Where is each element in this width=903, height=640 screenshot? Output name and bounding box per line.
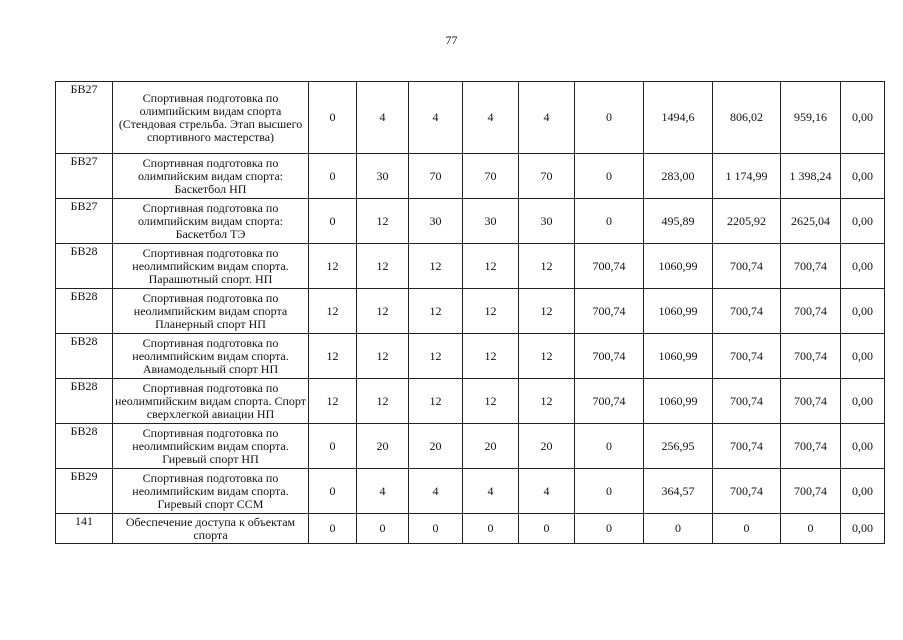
row-value-9: 1 398,24 xyxy=(781,154,841,199)
row-value-5: 12 xyxy=(519,379,575,424)
row-value-3: 30 xyxy=(409,199,463,244)
row-code: БВ28 xyxy=(56,379,113,424)
row-value-9: 700,74 xyxy=(781,289,841,334)
table-row xyxy=(56,379,885,424)
table-row xyxy=(56,514,885,544)
row-name: Спортивная подготовка по олимпийским видам спорта: Баскетбол НП xyxy=(113,154,309,199)
row-value-7: 1060,99 xyxy=(644,289,713,334)
row-value-6: 0 xyxy=(575,424,644,469)
row-value-2: 12 xyxy=(357,379,409,424)
row-value-2: 4 xyxy=(357,82,409,154)
row-value-2: 12 xyxy=(357,334,409,379)
row-value-5: 4 xyxy=(519,82,575,154)
row-code: БВ28 xyxy=(56,334,113,379)
row-name: Спортивная подготовка по неолимпийским видам спорта. Парашютный спорт. НП xyxy=(113,244,309,289)
row-value-9: 700,74 xyxy=(781,244,841,289)
row-value-9: 959,16 xyxy=(781,82,841,154)
row-value-1: 12 xyxy=(309,289,357,334)
row-value-3: 4 xyxy=(409,469,463,514)
row-value-5: 20 xyxy=(519,424,575,469)
row-value-8: 700,74 xyxy=(713,424,781,469)
row-value-7: 1060,99 xyxy=(644,334,713,379)
row-value-2: 30 xyxy=(357,154,409,199)
row-value-4: 12 xyxy=(463,244,519,289)
row-value-5: 12 xyxy=(519,334,575,379)
row-value-5: 12 xyxy=(519,244,575,289)
row-value-10: 0,00 xyxy=(841,289,885,334)
row-name: Спортивная подготовка по неолимпийским видам спорта. Гиревый спорт НП xyxy=(113,424,309,469)
row-value-1: 0 xyxy=(309,514,357,544)
table-row xyxy=(56,154,885,199)
table-row xyxy=(56,289,885,334)
row-value-10: 0,00 xyxy=(841,514,885,544)
row-value-6: 0 xyxy=(575,469,644,514)
row-value-1: 0 xyxy=(309,82,357,154)
row-value-6: 0 xyxy=(575,199,644,244)
row-value-3: 4 xyxy=(409,82,463,154)
row-value-1: 0 xyxy=(309,424,357,469)
row-value-9: 700,74 xyxy=(781,334,841,379)
row-value-6: 700,74 xyxy=(575,334,644,379)
row-value-1: 0 xyxy=(309,469,357,514)
row-value-10: 0,00 xyxy=(841,82,885,154)
row-value-7: 0 xyxy=(644,514,713,544)
row-value-2: 12 xyxy=(357,289,409,334)
row-value-10: 0,00 xyxy=(841,379,885,424)
row-value-9: 700,74 xyxy=(781,379,841,424)
row-value-8: 700,74 xyxy=(713,469,781,514)
row-code: БВ28 xyxy=(56,424,113,469)
row-value-9: 700,74 xyxy=(781,469,841,514)
row-value-5: 4 xyxy=(519,469,575,514)
row-value-2: 20 xyxy=(357,424,409,469)
row-value-1: 12 xyxy=(309,244,357,289)
table-row xyxy=(56,334,885,379)
table-row xyxy=(56,469,885,514)
row-value-4: 30 xyxy=(463,199,519,244)
row-name: Спортивная подготовка по неолимпийским видам спорта. Спорт сверхлегкой авиации НП xyxy=(113,379,309,424)
row-value-6: 700,74 xyxy=(575,244,644,289)
row-value-4: 12 xyxy=(463,379,519,424)
row-code: БВ27 xyxy=(56,199,113,244)
row-value-6: 0 xyxy=(575,82,644,154)
row-name: Спортивная подготовка по неолимпийским видам спорта. Авиамодельный спорт НП xyxy=(113,334,309,379)
row-value-5: 70 xyxy=(519,154,575,199)
row-value-4: 70 xyxy=(463,154,519,199)
row-value-10: 0,00 xyxy=(841,469,885,514)
row-value-10: 0,00 xyxy=(841,244,885,289)
row-value-9: 0 xyxy=(781,514,841,544)
row-value-9: 2625,04 xyxy=(781,199,841,244)
row-value-6: 700,74 xyxy=(575,289,644,334)
table-row xyxy=(56,199,885,244)
row-value-6: 0 xyxy=(575,514,644,544)
data-table xyxy=(55,81,885,544)
row-value-5: 0 xyxy=(519,514,575,544)
row-value-7: 364,57 xyxy=(644,469,713,514)
row-name: Обеспечение доступа к объектам спорта xyxy=(113,514,309,544)
row-value-4: 4 xyxy=(463,469,519,514)
row-value-8: 700,74 xyxy=(713,244,781,289)
row-value-4: 4 xyxy=(463,82,519,154)
row-value-8: 0 xyxy=(713,514,781,544)
row-value-1: 12 xyxy=(309,334,357,379)
row-name: Спортивная подготовка по неолимпийским видам спорта Планерный спорт НП xyxy=(113,289,309,334)
row-value-4: 12 xyxy=(463,334,519,379)
page-number: 77 xyxy=(445,33,458,47)
row-value-2: 12 xyxy=(357,244,409,289)
row-value-3: 12 xyxy=(409,334,463,379)
row-value-8: 1 174,99 xyxy=(713,154,781,199)
row-value-9: 700,74 xyxy=(781,424,841,469)
row-value-2: 12 xyxy=(357,199,409,244)
row-value-3: 20 xyxy=(409,424,463,469)
row-value-6: 700,74 xyxy=(575,379,644,424)
row-value-10: 0,00 xyxy=(841,154,885,199)
row-value-3: 0 xyxy=(409,514,463,544)
row-value-4: 12 xyxy=(463,289,519,334)
row-value-5: 12 xyxy=(519,289,575,334)
row-value-2: 4 xyxy=(357,469,409,514)
row-value-2: 0 xyxy=(357,514,409,544)
row-value-1: 12 xyxy=(309,379,357,424)
row-value-1: 0 xyxy=(309,154,357,199)
row-value-8: 700,74 xyxy=(713,334,781,379)
row-value-4: 0 xyxy=(463,514,519,544)
table-row xyxy=(56,424,885,469)
row-value-8: 2205,92 xyxy=(713,199,781,244)
row-value-7: 495,89 xyxy=(644,199,713,244)
row-value-8: 700,74 xyxy=(713,289,781,334)
row-value-8: 700,74 xyxy=(713,379,781,424)
row-value-7: 1494,6 xyxy=(644,82,713,154)
row-value-3: 12 xyxy=(409,379,463,424)
row-code: БВ27 xyxy=(56,154,113,199)
row-value-8: 806,02 xyxy=(713,82,781,154)
row-value-4: 20 xyxy=(463,424,519,469)
row-code: БВ28 xyxy=(56,244,113,289)
row-value-5: 30 xyxy=(519,199,575,244)
row-value-10: 0,00 xyxy=(841,199,885,244)
row-code: БВ29 xyxy=(56,469,113,514)
row-code: БВ28 xyxy=(56,289,113,334)
row-name: Спортивная подготовка по олимпийским видам спорта (Стендовая стрельба. Этап высшего спортивного мастерства) xyxy=(113,82,309,154)
row-code: БВ27 xyxy=(56,82,113,154)
row-value-7: 283,00 xyxy=(644,154,713,199)
table-row xyxy=(56,244,885,289)
row-value-3: 12 xyxy=(409,289,463,334)
table-row xyxy=(56,82,885,154)
row-code: 141 xyxy=(56,514,113,544)
row-value-7: 256,95 xyxy=(644,424,713,469)
row-value-7: 1060,99 xyxy=(644,379,713,424)
row-value-7: 1060,99 xyxy=(644,244,713,289)
row-value-3: 70 xyxy=(409,154,463,199)
row-name: Спортивная подготовка по неолимпийским видам спорта. Гиревый спорт ССМ xyxy=(113,469,309,514)
row-value-6: 0 xyxy=(575,154,644,199)
row-value-10: 0,00 xyxy=(841,334,885,379)
row-value-3: 12 xyxy=(409,244,463,289)
row-name: Спортивная подготовка по олимпийским видам спорта: Баскетбол ТЭ xyxy=(113,199,309,244)
row-value-1: 0 xyxy=(309,199,357,244)
row-value-10: 0,00 xyxy=(841,424,885,469)
